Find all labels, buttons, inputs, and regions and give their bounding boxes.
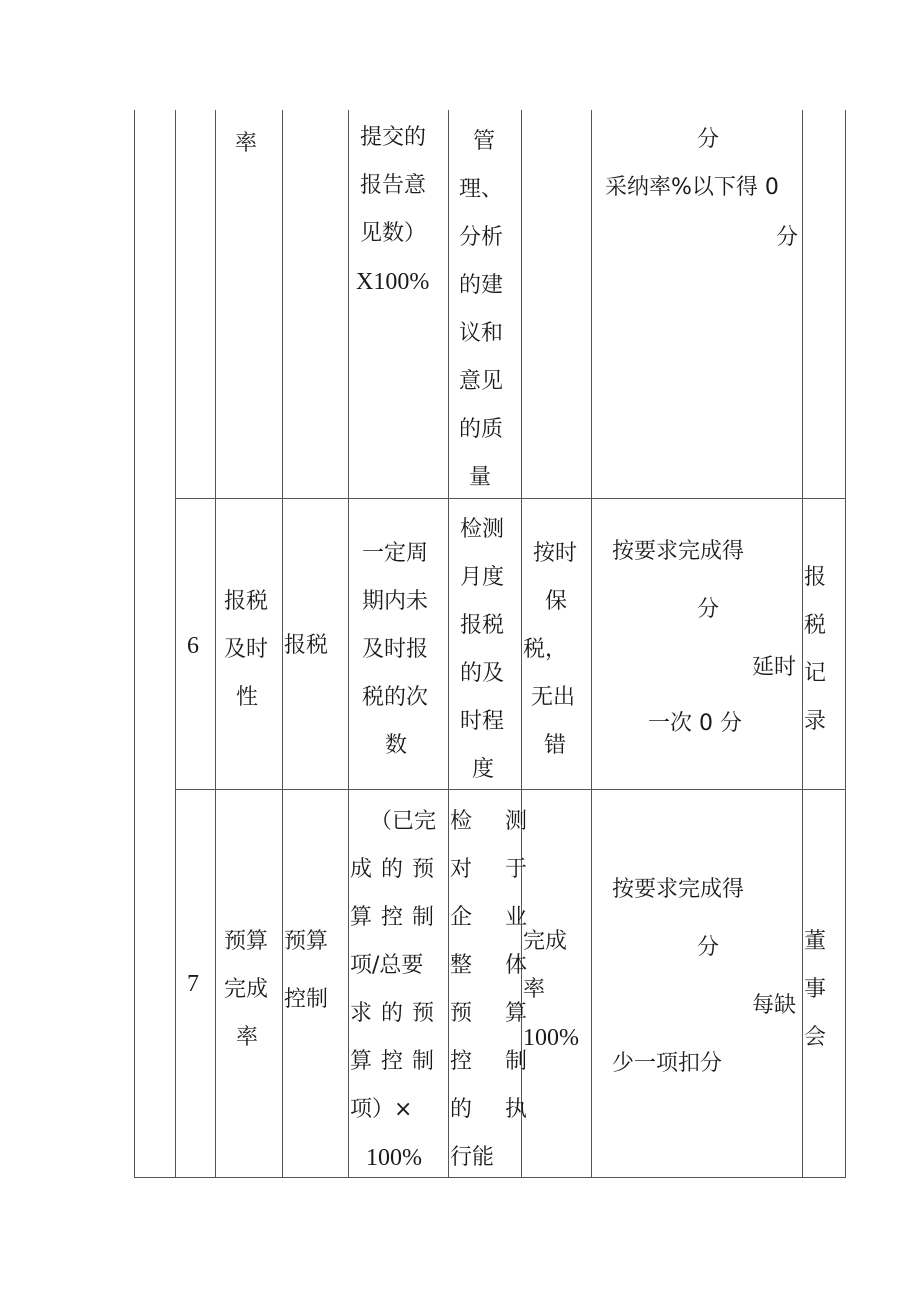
indicator-name-cell: 率 [235, 131, 258, 156]
formula-cell [362, 530, 428, 770]
target-line: 错 [544, 733, 567, 758]
row-number: 7 [187, 971, 199, 997]
formula-line: 成的预 [350, 857, 444, 882]
content-line: 量 [469, 465, 492, 490]
target-line: 无出 [531, 685, 576, 710]
scoring-line: 分 [776, 225, 799, 250]
formula-cell [356, 114, 429, 306]
content-line: 对 于 [450, 857, 527, 882]
target-line: 保 [545, 589, 568, 614]
scoring-line: 分 [697, 935, 720, 960]
name-line: 率 [236, 1025, 259, 1050]
content-line: 的建 [459, 273, 504, 298]
source-line: 董 [804, 929, 827, 954]
content-line: 的及 [460, 661, 505, 686]
formula-line: 提交的 [360, 125, 427, 150]
formula-line: 求的预 [350, 1001, 444, 1026]
content-line: 议和 [459, 321, 504, 346]
formula-line: X100% [356, 269, 430, 295]
source-line: 税 [804, 613, 827, 638]
formula-line: 算控制 [350, 905, 444, 930]
name-line: 及时 [224, 637, 269, 662]
scoring-line: 每缺 [752, 993, 797, 1018]
source-line: 报 [804, 565, 827, 590]
scoring-line: 按要求完成得 [612, 539, 745, 564]
target-line: 100% [523, 1025, 579, 1051]
name-line: 性 [236, 685, 259, 710]
content-line: 行能 [450, 1145, 495, 1170]
content-line: 企 业 [450, 905, 527, 930]
content-line: 的 执 [450, 1097, 527, 1122]
scoring-line: 一次 0 分 [648, 711, 742, 736]
content-line: 管 [473, 129, 496, 154]
formula-cell [350, 798, 446, 1182]
indicator-cell [284, 918, 328, 1024]
formula-line: 报告意 [360, 173, 427, 198]
source-cell [804, 554, 826, 746]
target-cell [523, 530, 577, 770]
scoring-line: 分 [697, 127, 720, 152]
scoring-line: 采纳率%以下得 0 [605, 175, 779, 200]
target-line: 按时 [533, 541, 578, 566]
formula-line: 及时报 [362, 637, 429, 662]
target-line: 率 [523, 977, 546, 1002]
target-cell [523, 918, 579, 1062]
content-line: 预 算 [450, 1001, 527, 1026]
formula-line: 期内未 [362, 589, 429, 614]
source-cell [804, 918, 826, 1062]
content-line: 意见 [459, 369, 504, 394]
indicator-cell: 报税 [284, 633, 329, 658]
scoring-line: 按要求完成得 [612, 877, 745, 902]
formula-line: 数 [385, 733, 408, 758]
formula-line: 税的次 [362, 685, 429, 710]
content-line: 度 [472, 757, 495, 782]
content-line: 控 制 [450, 1049, 527, 1074]
formula-line: 算控制 [350, 1049, 444, 1074]
formula-line: 项/总要 [350, 953, 424, 978]
content-line: 报税 [460, 613, 505, 638]
source-line: 录 [804, 709, 827, 734]
scoring-line: 少一项扣分 [612, 1051, 723, 1076]
target-line: 完成 [523, 929, 568, 954]
name-line: 完成 [224, 977, 269, 1002]
formula-line: （已完 [370, 809, 437, 834]
indicator-line: 预算 [284, 929, 329, 954]
content-line: 检 测 [450, 809, 527, 834]
indicator-name-cell [224, 578, 268, 722]
content-line: 分析 [459, 225, 504, 250]
source-line: 事 [804, 977, 827, 1002]
content-line: 月度 [460, 565, 505, 590]
content-line: 理、 [459, 177, 504, 202]
content-line: 时程 [460, 709, 505, 734]
content-cell [450, 798, 527, 1182]
indicator-name-cell [224, 918, 268, 1062]
formula-line: 项）× [350, 1097, 413, 1122]
content-line: 检测 [460, 517, 505, 542]
content-line: 的质 [459, 417, 504, 442]
formula-line: 见数） [360, 221, 427, 246]
indicator-line: 控制 [284, 987, 329, 1012]
formula-line: 100% [366, 1145, 422, 1171]
target-line: 税， [523, 637, 568, 662]
formula-line: 一定周 [362, 541, 429, 566]
scoring-line: 分 [697, 597, 720, 622]
row-number: 6 [187, 633, 199, 659]
source-line: 记 [804, 661, 827, 686]
content-cell [460, 506, 504, 794]
content-line: 整 体 [450, 953, 527, 978]
source-line: 会 [804, 1025, 827, 1050]
content-cell [459, 118, 503, 502]
scoring-line: 延时 [752, 655, 797, 680]
name-line: 预算 [224, 929, 269, 954]
name-line: 报税 [224, 589, 269, 614]
